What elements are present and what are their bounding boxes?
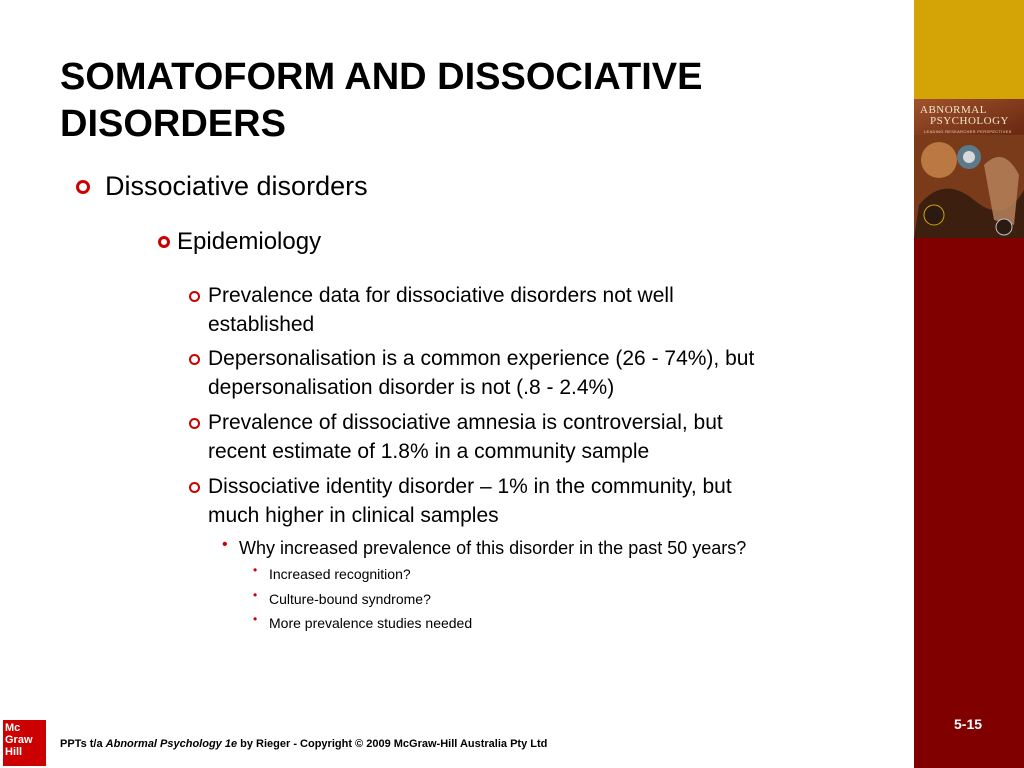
dot-bullet-icon: • bbox=[253, 563, 258, 577]
book-cover-image bbox=[914, 99, 1024, 238]
book-title bbox=[920, 105, 1024, 127]
page-number: 5-15 bbox=[954, 716, 983, 732]
level2-text: Epidemiology bbox=[177, 228, 322, 255]
point-line: Prevalence data for dissociative disorders not well bbox=[208, 284, 674, 307]
book-subtitle: LEADING RESEARCHER PERSPECTIVES bbox=[924, 129, 1012, 134]
sub-sub-point-text: More prevalence studies needed bbox=[269, 615, 473, 631]
gold-band bbox=[914, 0, 1024, 99]
footer-suffix: by Rieger - Copyright © 2009 McGraw-Hill Australia Pty Ltd bbox=[237, 738, 548, 750]
point-line: much higher in clinical samples bbox=[208, 504, 499, 527]
mcgraw-hill-logo bbox=[3, 720, 46, 766]
dot-bullet-icon: • bbox=[222, 536, 228, 553]
point-line: Dissociative identity disorder – 1% in the community, but bbox=[208, 475, 732, 498]
level1-text: Dissociative disorders bbox=[105, 171, 368, 201]
logo-line: Mc bbox=[5, 722, 21, 734]
book-cover-art bbox=[914, 135, 1024, 238]
book-title-line2: PSYCHOLOGY bbox=[930, 115, 1009, 127]
sub-point-text: Why increased prevalence of this disorder in the past 50 years? bbox=[239, 538, 747, 558]
point-line: Depersonalisation is a common experience (26 - 74%), but bbox=[208, 347, 755, 370]
ring-bullet-icon bbox=[158, 236, 170, 248]
point-line: Prevalence of dissociative amnesia is controversial, but bbox=[208, 411, 723, 434]
sub-sub-point-text: Increased recognition? bbox=[269, 566, 411, 582]
footer-prefix: PPTs t/a bbox=[60, 738, 106, 750]
logo-line: Hill bbox=[5, 746, 23, 758]
point-line: established bbox=[208, 313, 315, 336]
dot-bullet-icon: • bbox=[253, 588, 258, 602]
footer-book-title: Abnormal Psychology 1e bbox=[105, 738, 238, 750]
point-line: recent estimate of 1.8% in a community sample bbox=[208, 440, 650, 463]
footer-copyright bbox=[60, 738, 547, 750]
ring-bullet-icon bbox=[76, 180, 90, 194]
dot-bullet-icon: • bbox=[253, 612, 258, 626]
book-title-line1: ABNORMAL bbox=[920, 104, 987, 116]
slide-title: SOMATOFORM AND DISSOCIATIVE DISORDERS bbox=[60, 56, 703, 145]
point-line: depersonalisation disorder is not (.8 - 2.4%) bbox=[208, 376, 615, 399]
sub-sub-point-text: Culture-bound syndrome? bbox=[269, 591, 431, 607]
logo-line: Graw bbox=[5, 734, 33, 746]
